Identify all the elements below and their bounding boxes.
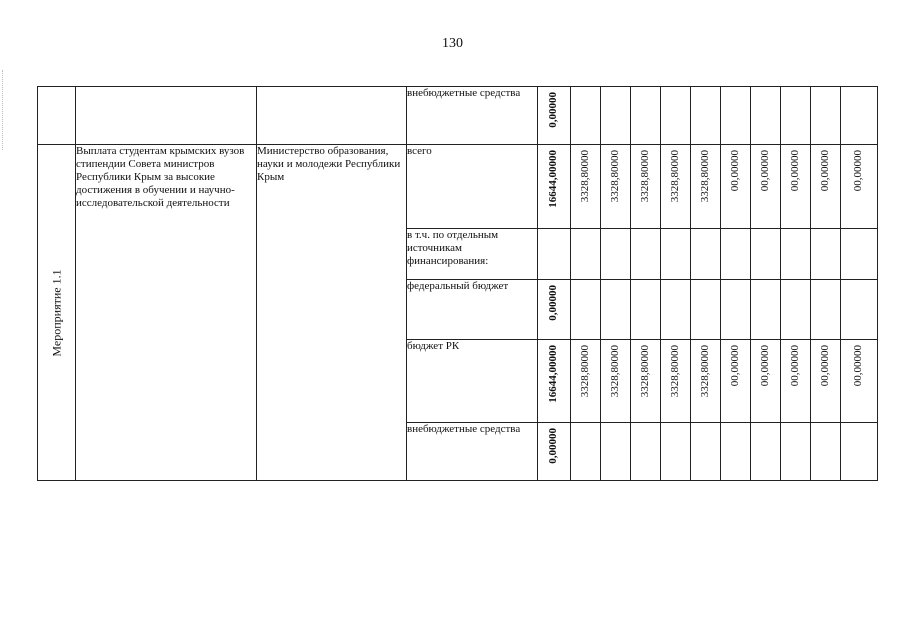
year-value-cell-10 [841, 87, 878, 145]
year-value-cell-6 [721, 145, 751, 229]
year-value-cell-3 [631, 145, 661, 229]
year-value-cell-4 [661, 340, 691, 423]
year-value-cell-5 [691, 423, 721, 481]
year-value-cell-10 [841, 145, 878, 229]
year-value-cell-5 [691, 280, 721, 340]
value-text: 3328,80000 [608, 150, 621, 203]
year-value-cell-2 [601, 280, 631, 340]
value-text: 0,00000 [547, 92, 559, 128]
year-value-cell-10 [841, 340, 878, 423]
year-value-cell-4 [661, 145, 691, 229]
year-value-cell-6 [721, 229, 751, 280]
year-value-cell-4 [661, 423, 691, 481]
value-text: 0,00000 [547, 285, 559, 321]
value-text: 3328,80000 [638, 345, 651, 398]
value-text: 00,00000 [852, 345, 864, 387]
year-value-cell-2 [601, 423, 631, 481]
year-value-cell-7 [751, 229, 781, 280]
value-text: 0,00000 [547, 428, 559, 464]
value-text: 3328,80000 [608, 345, 621, 398]
year-value-cell-1 [571, 280, 601, 340]
year-value-cell-7 [751, 340, 781, 423]
event-cell-prev [38, 87, 76, 145]
value-text: 3328,80000 [638, 150, 651, 203]
value-text: 00,00000 [788, 345, 801, 387]
page-number: 130 [442, 36, 463, 51]
year-value-cell-8 [781, 280, 811, 340]
event-label: Мероприятие 1.1 [49, 268, 63, 357]
year-value-cell-5 [691, 87, 721, 145]
year-value-cell-9 [811, 229, 841, 280]
value-text: 3328,80000 [578, 345, 591, 398]
year-value-cell-4 [661, 229, 691, 280]
table-row-prev-offbudget [38, 87, 878, 145]
year-value-cell-7 [751, 280, 781, 340]
value-text: 00,00000 [818, 345, 831, 387]
value-text: 3328,80000 [668, 150, 681, 203]
year-value-cell-5 [691, 145, 721, 229]
total-value-cell [538, 423, 571, 481]
year-value-cell-8 [781, 87, 811, 145]
year-value-cell-1 [571, 87, 601, 145]
value-text: 00,00000 [728, 150, 741, 192]
year-value-cell-6 [721, 280, 751, 340]
year-value-cell-9 [811, 280, 841, 340]
value-text: 3328,80000 [668, 345, 681, 398]
year-value-cell-6 [721, 340, 751, 423]
value-text: 00,00000 [818, 150, 831, 192]
total-value-cell [538, 340, 571, 423]
value-text: 3328,80000 [698, 150, 711, 203]
scan-edge-mark [2, 70, 6, 150]
executor: Министерство образования, науки и молодежи Республики Крым [257, 145, 407, 481]
source-cell: федеральный бюджет [407, 280, 538, 340]
value-text: 16644,00000 [547, 345, 559, 403]
value-text: 3328,80000 [698, 345, 711, 398]
source-cell: внебюджетные средства [407, 87, 538, 145]
year-value-cell-9 [811, 87, 841, 145]
year-value-cell-3 [631, 423, 661, 481]
year-value-cell-4 [661, 280, 691, 340]
table-row-total [38, 145, 878, 229]
year-value-cell-4 [661, 87, 691, 145]
total-value-cell [538, 229, 571, 280]
year-value-cell-9 [811, 340, 841, 423]
year-value-cell-10 [841, 229, 878, 280]
year-value-cell-1 [571, 145, 601, 229]
year-value-cell-5 [691, 340, 721, 423]
value-text: 16644,00000 [547, 150, 559, 208]
year-value-cell-2 [601, 87, 631, 145]
source-cell: бюджет РК [407, 340, 538, 423]
value-text: 3328,80000 [578, 150, 591, 203]
source-cell: внебюджетные средства [407, 423, 538, 481]
year-value-cell-7 [751, 145, 781, 229]
year-value-cell-3 [631, 229, 661, 280]
event-description: Выплата студентам крымских вузов стипендии Совета министров Республики Крым за высокие достижения в обучении и научно-исследовательской деятельности [76, 145, 257, 481]
executor-cell-prev [257, 87, 407, 145]
year-value-cell-8 [781, 423, 811, 481]
year-value-cell-8 [781, 145, 811, 229]
event-label-cell [38, 145, 76, 481]
year-value-cell-5 [691, 229, 721, 280]
description-cell-prev [76, 87, 257, 145]
year-value-cell-2 [601, 229, 631, 280]
value-text: 00,00000 [758, 150, 771, 192]
year-value-cell-3 [631, 340, 661, 423]
value-text: 00,00000 [788, 150, 801, 192]
value-text: 00,00000 [758, 345, 771, 387]
year-value-cell-3 [631, 87, 661, 145]
year-value-cell-10 [841, 280, 878, 340]
value-text: 00,00000 [728, 345, 741, 387]
year-value-cell-8 [781, 340, 811, 423]
source-cell: в т.ч. по отдельным источникам финансирования: [407, 229, 538, 280]
year-value-cell-10 [841, 423, 878, 481]
year-value-cell-2 [601, 145, 631, 229]
year-value-cell-1 [571, 229, 601, 280]
year-value-cell-1 [571, 340, 601, 423]
year-value-cell-6 [721, 87, 751, 145]
year-value-cell-6 [721, 423, 751, 481]
year-value-cell-2 [601, 340, 631, 423]
value-text: 00,00000 [852, 150, 864, 192]
year-value-cell-7 [751, 423, 781, 481]
budget-table [37, 86, 878, 481]
year-value-cell-1 [571, 423, 601, 481]
source-cell: всего [407, 145, 538, 229]
year-value-cell-9 [811, 145, 841, 229]
total-value-cell [538, 87, 571, 145]
year-value-cell-7 [751, 87, 781, 145]
year-value-cell-8 [781, 229, 811, 280]
year-value-cell-9 [811, 423, 841, 481]
total-value-cell [538, 280, 571, 340]
year-value-cell-3 [631, 280, 661, 340]
total-value-cell [538, 145, 571, 229]
